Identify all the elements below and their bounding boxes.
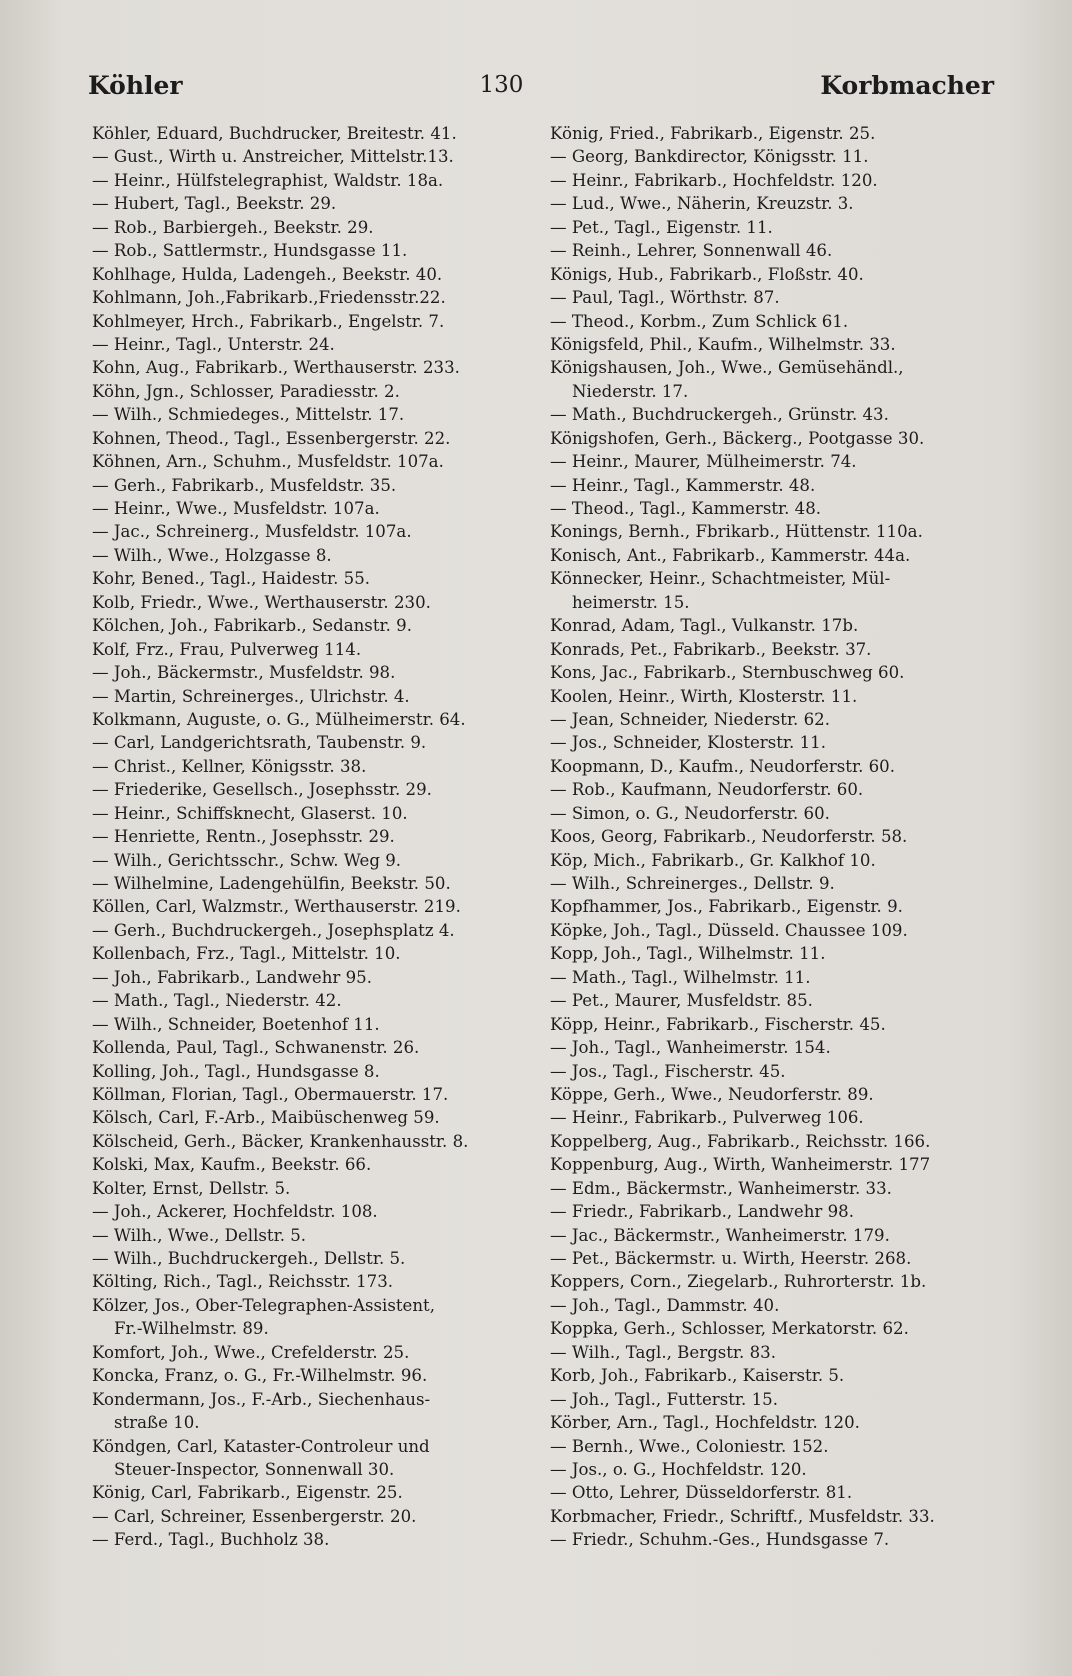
directory-entry: — Heinr., Fabrikarb., Hochfeldstr. 120. — [550, 170, 878, 190]
directory-entry: — Joh., Bäckermstr., Musfeldstr. 98. — [92, 663, 396, 683]
directory-entry: — Edm., Bäckermstr., Wanheimerstr. 33. — [550, 1178, 892, 1198]
directory-entry: König, Carl, Fabrikarb., Eigenstr. 25. — [92, 1483, 403, 1503]
directory-entry: Königs, Hub., Fabrikarb., Floßstr. 40. — [550, 264, 864, 284]
page-number: 130 — [479, 72, 524, 98]
directory-entry: — Simon, o. G., Neudorferstr. 60. — [550, 803, 830, 823]
directory-entry: Königsfeld, Phil., Kaufm., Wilhelmstr. 33. — [550, 334, 896, 354]
directory-entry: — Pet., Maurer, Musfeldstr. 85. — [550, 991, 813, 1011]
directory-entry: — Jean, Schneider, Niederstr. 62. — [550, 709, 830, 729]
directory-entry: — Paul, Tagl., Wörthstr. 87. — [550, 288, 780, 308]
header-right-word: Korbmacher — [820, 70, 994, 100]
directory-entry: Niederstr. 17. — [572, 381, 689, 401]
directory-entry: Koopmann, D., Kaufm., Neudorferstr. 60. — [550, 756, 896, 776]
directory-entry: straße 10. — [114, 1413, 200, 1433]
directory-entry: — Wilh., Schreinerges., Dellstr. 9. — [550, 874, 835, 893]
directory-entry: Koolen, Heinr., Wirth, Klosterstr. 11. — [550, 686, 858, 706]
directory-entry: Könnecker, Heinr., Schachtmeister, Mül- — [550, 569, 891, 589]
directory-entry: Köhler, Eduard, Buchdrucker, Breitestr. 41. — [92, 124, 457, 143]
directory-entry: Kollenbach, Frz., Tagl., Mittelstr. 10. — [92, 944, 401, 964]
directory-entry: Köllman, Florian, Tagl., Obermauerstr. 17. — [92, 1084, 449, 1104]
directory-entry: Kons, Jac., Fabrikarb., Sternbuschweg 60. — [550, 663, 905, 683]
directory-entry: Fr.-Wilhelmstr. 89. — [114, 1319, 269, 1339]
directory-entry: Kolb, Friedr., Wwe., Werthauserstr. 230. — [92, 592, 431, 612]
directory-entry: — Heinr., Fabrikarb., Pulverweg 106. — [550, 1108, 864, 1128]
directory-entry: Kohnen, Theod., Tagl., Essenbergerstr. 22. — [92, 428, 451, 448]
directory-entry: — Georg, Bankdirector, Königsstr. 11. — [550, 147, 869, 167]
directory-entry: — Heinr., Hülfstelegraphist, Waldstr. 18a. — [92, 170, 444, 190]
directory-entry: Körber, Arn., Tagl., Hochfeldstr. 120. — [550, 1413, 860, 1433]
directory-entry: — Rob., Kaufmann, Neudorferstr. 60. — [550, 780, 864, 800]
directory-entry: Kohlhage, Hulda, Ladengeh., Beekstr. 40. — [92, 264, 443, 284]
directory-entry: Kopfhammer, Jos., Fabrikarb., Eigenstr. 9. — [550, 897, 903, 917]
directory-entry: — Jac., Bäckermstr., Wanheimerstr. 179. — [550, 1225, 890, 1245]
directory-entry: — Wilh., Schneider, Boetenhof 11. — [92, 1014, 380, 1034]
directory-entry: heimerstr. 15. — [572, 592, 690, 612]
directory-entry: — Jac., Schreinerg., Musfeldstr. 107a. — [92, 522, 412, 542]
directory-entry: Komfort, Joh., Wwe., Crefelderstr. 25. — [92, 1342, 410, 1362]
directory-entry: — Ferd., Tagl., Buchholz 38. — [92, 1530, 330, 1550]
directory-entry: Kohlmann, Joh.,Fabrikarb.,Friedensstr.22. — [92, 288, 446, 308]
directory-entry: Koos, Georg, Fabrikarb., Neudorferstr. 58. — [550, 827, 908, 847]
directory-entry: — Martin, Schreinerges., Ulrichstr. 4. — [92, 686, 410, 706]
directory-entry: — Jos., o. G., Hochfeldstr. 120. — [550, 1459, 807, 1479]
directory-entry: Konings, Bernh., Fbrikarb., Hüttenstr. 110a. — [550, 522, 923, 542]
directory-entry: — Bernh., Wwe., Coloniestr. 152. — [550, 1436, 829, 1456]
directory-entry: Korbmacher, Friedr., Schriftf., Musfeldstr. 33. — [550, 1506, 935, 1526]
directory-entry: König, Fried., Fabrikarb., Eigenstr. 25. — [550, 124, 876, 143]
directory-entry: Konrads, Pet., Fabrikarb., Beekstr. 37. — [550, 639, 872, 659]
directory-entry: — Theod., Tagl., Kammerstr. 48. — [550, 499, 822, 518]
directory-entry: Kopp, Joh., Tagl., Wilhelmstr. 11. — [550, 944, 826, 964]
directory-entry: — Carl, Schreiner, Essenbergerstr. 20. — [92, 1506, 417, 1526]
directory-entry: — Math., Tagl., Niederstr. 42. — [92, 991, 342, 1011]
directory-entry: — Joh., Tagl., Dammstr. 40. — [550, 1295, 780, 1315]
directory-entry: — Friederike, Gesellsch., Josephsstr. 29. — [92, 780, 432, 800]
directory-entry: — Jos., Schneider, Klosterstr. 11. — [550, 733, 826, 753]
directory-entry: — Joh., Ackerer, Hochfeldstr. 108. — [92, 1202, 378, 1222]
directory-entry: Köppe, Gerh., Wwe., Neudorferstr. 89. — [550, 1084, 874, 1104]
directory-entry: — Rob., Barbiergeh., Beekstr. 29. — [92, 217, 374, 237]
directory-entry: Koppers, Corn., Ziegelarb., Ruhrorterstr. 1b. — [550, 1272, 927, 1292]
directory-entry: Königshausen, Joh., Wwe., Gemüsehändl., — [550, 358, 904, 378]
directory-entry: — Joh., Tagl., Futterstr. 15. — [550, 1389, 778, 1409]
directory-entry: — Joh., Fabrikarb., Landwehr 95. — [92, 967, 373, 987]
directory-entry: — Theod., Korbm., Zum Schlick 61. — [550, 311, 849, 331]
directory-entry: — Jos., Tagl., Fischerstr. 45. — [550, 1061, 786, 1081]
directory-entry: — Otto, Lehrer, Düsseldorferstr. 81. — [550, 1483, 853, 1503]
directory-entry: — Gust., Wirth u. Anstreicher, Mittelstr.13. — [92, 147, 454, 167]
directory-entry: Kolkmann, Auguste, o. G., Mülheimerstr. 64. — [92, 709, 466, 729]
directory-entry: Kondermann, Jos., F.-Arb., Siechenhaus- — [92, 1389, 431, 1409]
right-column — [550, 122, 1000, 1552]
directory-entry: Köp, Mich., Fabrikarb., Gr. Kalkhof 10. — [550, 850, 876, 870]
left-column — [92, 122, 540, 1552]
directory-entry: — Christ., Kellner, Königsstr. 38. — [92, 756, 367, 776]
directory-entry: — Wilh., Schmiedeges., Mittelstr. 17. — [92, 405, 405, 425]
directory-entry: — Friedr., Fabrikarb., Landwehr 98. — [550, 1202, 854, 1222]
directory-entry: Koppenburg, Aug., Wirth, Wanheimerstr. 177 — [550, 1155, 931, 1175]
page-header — [88, 68, 994, 102]
directory-entry: — Wilh., Wwe., Holzgasse 8. — [92, 545, 332, 565]
directory-entry: Kölchen, Joh., Fabrikarb., Sedanstr. 9. — [92, 616, 412, 636]
directory-entry: Konrad, Adam, Tagl., Vulkanstr. 17b. — [550, 616, 859, 636]
directory-entry: Költing, Rich., Tagl., Reichsstr. 173. — [92, 1272, 394, 1292]
directory-entry: Kolski, Max, Kaufm., Beekstr. 66. — [92, 1155, 372, 1175]
directory-entry: Köhnen, Arn., Schuhm., Musfeldstr. 107a. — [92, 452, 444, 472]
directory-entry: Koppka, Gerh., Schlosser, Merkatorstr. 62. — [550, 1319, 909, 1339]
directory-entry: Köpp, Heinr., Fabrikarb., Fischerstr. 45. — [550, 1014, 886, 1034]
directory-entry: Köllen, Carl, Walzmstr., Werthauserstr. 219. — [92, 897, 461, 917]
directory-entry: — Wilh., Gerichtsschr., Schw. Weg 9. — [92, 850, 402, 870]
directory-entry: — Pet., Bäckermstr. u. Wirth, Heerstr. 268. — [550, 1249, 912, 1268]
directory-entry: — Math., Tagl., Wilhelmstr. 11. — [550, 967, 811, 987]
directory-entry: — Wilh., Buchdruckergeh., Dellstr. 5. — [92, 1249, 406, 1268]
directory-entry: Köndgen, Carl, Kataster-Controleur und — [92, 1436, 430, 1456]
directory-entry: Kohlmeyer, Hrch., Fabrikarb., Engelstr. 7. — [92, 311, 445, 331]
directory-entry: — Friedr., Schuhm.-Ges., Hundsgasse 7. — [550, 1530, 890, 1550]
directory-entry: — Heinr., Tagl., Kammerstr. 48. — [550, 475, 816, 495]
directory-entry: Kolf, Frz., Frau, Pulverweg 114. — [92, 639, 362, 659]
directory-entry: — Wilh., Tagl., Bergstr. 83. — [550, 1342, 776, 1362]
directory-entry: — Reinh., Lehrer, Sonnenwall 46. — [550, 241, 833, 261]
directory-entry: Kolter, Ernst, Dellstr. 5. — [92, 1178, 291, 1198]
directory-entry: Korb, Joh., Fabrikarb., Kaiserstr. 5. — [550, 1366, 845, 1386]
directory-entry: — Heinr., Wwe., Musfeldstr. 107a. — [92, 499, 380, 518]
directory-entry: — Henriette, Rentn., Josephsstr. 29. — [92, 827, 395, 847]
directory-entry: — Carl, Landgerichtsrath, Taubenstr. 9. — [92, 733, 427, 753]
directory-entry: Kohr, Bened., Tagl., Haidestr. 55. — [92, 569, 371, 589]
directory-entry: — Heinr., Schiffsknecht, Glaserst. 10. — [92, 803, 408, 823]
directory-entry: — Heinr., Tagl., Unterstr. 24. — [92, 334, 335, 354]
directory-entry: Kölzer, Jos., Ober-Telegraphen-Assistent, — [92, 1295, 435, 1315]
directory-entry: Kölsch, Carl, F.-Arb., Maibüschenweg 59. — [92, 1108, 440, 1128]
directory-entry: — Pet., Tagl., Eigenstr. 11. — [550, 217, 773, 237]
directory-entry: — Gerh., Fabrikarb., Musfeldstr. 35. — [92, 475, 397, 495]
directory-entry: — Wilhelmine, Ladengehülfin, Beekstr. 50. — [92, 874, 451, 893]
directory-entry: — Wilh., Wwe., Dellstr. 5. — [92, 1225, 307, 1245]
directory-entry: Köhn, Jgn., Schlosser, Paradiesstr. 2. — [92, 381, 400, 401]
directory-entry: Koppelberg, Aug., Fabrikarb., Reichsstr. 166. — [550, 1131, 931, 1151]
directory-entry: — Rob., Sattlermstr., Hundsgasse 11. — [92, 241, 408, 261]
directory-entry: Kölscheid, Gerh., Bäcker, Krankenhausstr. 8. — [92, 1131, 469, 1151]
directory-entry: Kolling, Joh., Tagl., Hundsgasse 8. — [92, 1061, 380, 1081]
directory-entry: Konisch, Ant., Fabrikarb., Kammerstr. 44a. — [550, 545, 911, 565]
directory-entry: Koncka, Franz, o. G., Fr.-Wilhelmstr. 96. — [92, 1366, 428, 1386]
directory-entry: — Math., Buchdruckergeh., Grünstr. 43. — [550, 405, 889, 425]
directory-entry: Kohn, Aug., Fabrikarb., Werthauserstr. 233. — [92, 358, 460, 378]
directory-entry: Köpke, Joh., Tagl., Düsseld. Chaussee 109. — [550, 920, 908, 940]
directory-entry: — Heinr., Maurer, Mülheimerstr. 74. — [550, 452, 857, 472]
directory-entry: Königshofen, Gerh., Bäckerg., Pootgasse 30. — [550, 428, 925, 448]
directory-entry: — Hubert, Tagl., Beekstr. 29. — [92, 194, 337, 214]
directory-entry: Kollenda, Paul, Tagl., Schwanenstr. 26. — [92, 1038, 420, 1058]
directory-entry: — Joh., Tagl., Wanheimerstr. 154. — [550, 1038, 831, 1058]
header-left-word: Köhler — [88, 70, 183, 100]
directory-entry: Steuer-Inspector, Sonnenwall 30. — [114, 1459, 395, 1479]
directory-entry: — Gerh., Buchdruckergeh., Josephsplatz 4. — [92, 920, 455, 940]
directory-entry: — Lud., Wwe., Näherin, Kreuzstr. 3. — [550, 194, 854, 214]
